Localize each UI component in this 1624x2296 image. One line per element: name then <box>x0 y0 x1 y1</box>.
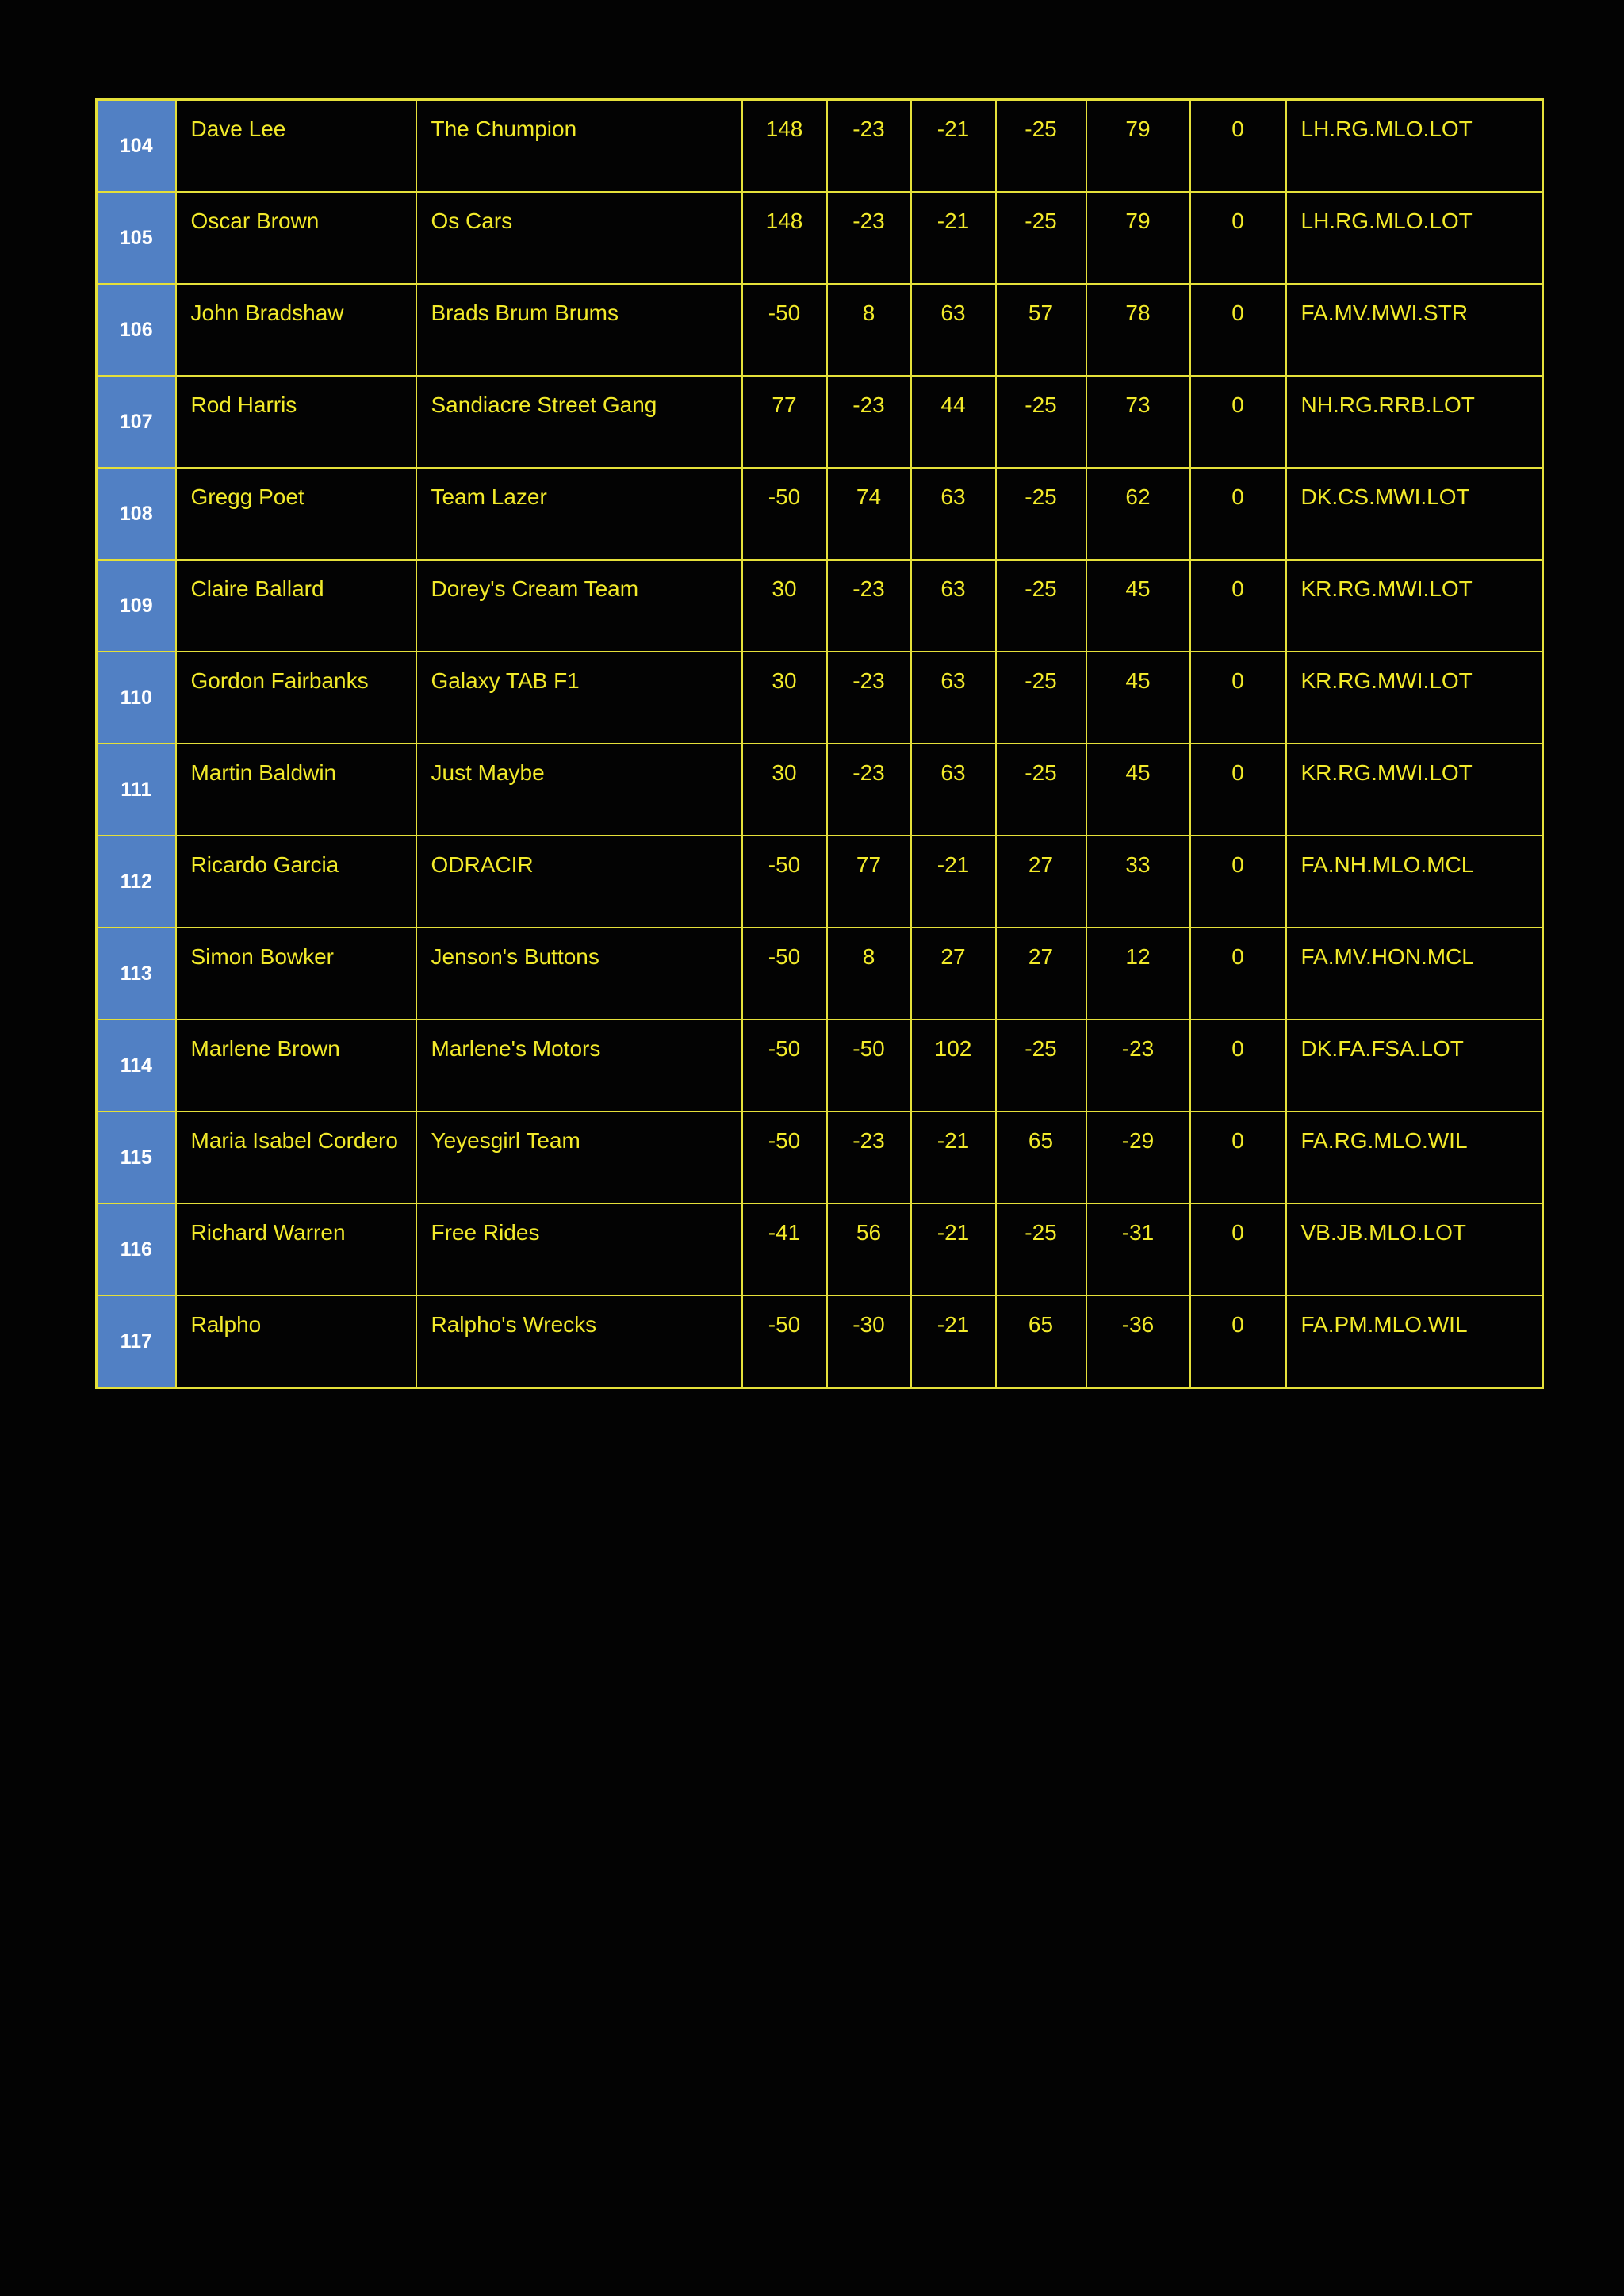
table-row <box>97 560 1543 652</box>
score-cell-3: -21 <box>911 1295 996 1388</box>
score-cell-3: -21 <box>911 1112 996 1203</box>
player-name-cell: Rod Harris <box>176 376 416 468</box>
score-cell-1: -50 <box>742 1112 827 1203</box>
player-name-cell: Gregg Poet <box>176 468 416 560</box>
score-cell-3: 102 <box>911 1020 996 1112</box>
score-cell-1: -41 <box>742 1203 827 1295</box>
player-name-cell: Maria Isabel Cordero <box>176 1112 416 1203</box>
extra-score-cell: 0 <box>1190 100 1286 193</box>
selection-code-cell: NH.RG.RRB.LOT <box>1286 376 1543 468</box>
score-cell-3: 63 <box>911 284 996 376</box>
score-cell-2: -23 <box>827 376 911 468</box>
score-cell-2: -23 <box>827 744 911 836</box>
score-cell-3: 63 <box>911 468 996 560</box>
table-row <box>97 1203 1543 1295</box>
position-cell: 115 <box>97 1112 176 1203</box>
selection-code-cell: FA.MV.MWI.STR <box>1286 284 1543 376</box>
score-cell-4: 57 <box>996 284 1086 376</box>
total-score-cell: 78 <box>1086 284 1190 376</box>
total-score-cell: 73 <box>1086 376 1190 468</box>
player-name-cell: Simon Bowker <box>176 928 416 1020</box>
table-row <box>97 1020 1543 1112</box>
player-name-cell: Richard Warren <box>176 1203 416 1295</box>
score-cell-4: 27 <box>996 836 1086 928</box>
selection-code-cell: FA.MV.HON.MCL <box>1286 928 1543 1020</box>
table-row <box>97 836 1543 928</box>
position-cell: 106 <box>97 284 176 376</box>
team-name-cell: Yeyesgirl Team <box>416 1112 742 1203</box>
table-row <box>97 376 1543 468</box>
team-name-cell: Just Maybe <box>416 744 742 836</box>
selection-code-cell: LH.RG.MLO.LOT <box>1286 192 1543 284</box>
score-cell-1: 30 <box>742 652 827 744</box>
extra-score-cell: 0 <box>1190 836 1286 928</box>
standings-table-body <box>97 100 1543 1388</box>
extra-score-cell: 0 <box>1190 928 1286 1020</box>
score-cell-2: -50 <box>827 1020 911 1112</box>
score-cell-2: -23 <box>827 652 911 744</box>
team-name-cell: Os Cars <box>416 192 742 284</box>
table-row <box>97 284 1543 376</box>
score-cell-4: 65 <box>996 1295 1086 1388</box>
position-cell: 109 <box>97 560 176 652</box>
position-cell: 110 <box>97 652 176 744</box>
extra-score-cell: 0 <box>1190 1020 1286 1112</box>
selection-code-cell: LH.RG.MLO.LOT <box>1286 100 1543 193</box>
player-name-cell: Marlene Brown <box>176 1020 416 1112</box>
player-name-cell: Dave Lee <box>176 100 416 193</box>
score-cell-1: 148 <box>742 100 827 193</box>
score-cell-4: -25 <box>996 560 1086 652</box>
score-cell-4: -25 <box>996 468 1086 560</box>
total-score-cell: 45 <box>1086 560 1190 652</box>
score-cell-1: 30 <box>742 560 827 652</box>
table-row <box>97 744 1543 836</box>
score-cell-4: -25 <box>996 744 1086 836</box>
total-score-cell: 33 <box>1086 836 1190 928</box>
score-cell-1: -50 <box>742 468 827 560</box>
score-cell-3: -21 <box>911 192 996 284</box>
score-cell-2: 74 <box>827 468 911 560</box>
team-name-cell: ODRACIR <box>416 836 742 928</box>
position-cell: 113 <box>97 928 176 1020</box>
position-cell: 107 <box>97 376 176 468</box>
standings-table <box>95 98 1544 1389</box>
team-name-cell: Brads Brum Brums <box>416 284 742 376</box>
score-cell-4: 65 <box>996 1112 1086 1203</box>
table-row <box>97 1112 1543 1203</box>
extra-score-cell: 0 <box>1190 284 1286 376</box>
score-cell-2: 56 <box>827 1203 911 1295</box>
total-score-cell: -23 <box>1086 1020 1190 1112</box>
team-name-cell: Team Lazer <box>416 468 742 560</box>
player-name-cell: John Bradshaw <box>176 284 416 376</box>
table-row <box>97 100 1543 193</box>
score-cell-1: -50 <box>742 284 827 376</box>
score-cell-3: 63 <box>911 560 996 652</box>
total-score-cell: -31 <box>1086 1203 1190 1295</box>
team-name-cell: Sandiacre Street Gang <box>416 376 742 468</box>
score-cell-3: 44 <box>911 376 996 468</box>
position-cell: 108 <box>97 468 176 560</box>
position-cell: 104 <box>97 100 176 193</box>
score-cell-4: -25 <box>996 1020 1086 1112</box>
score-cell-2: -23 <box>827 100 911 193</box>
extra-score-cell: 0 <box>1190 468 1286 560</box>
team-name-cell: Galaxy TAB F1 <box>416 652 742 744</box>
total-score-cell: 12 <box>1086 928 1190 1020</box>
selection-code-cell: KR.RG.MWI.LOT <box>1286 744 1543 836</box>
score-cell-1: -50 <box>742 928 827 1020</box>
total-score-cell: 45 <box>1086 652 1190 744</box>
selection-code-cell: FA.RG.MLO.WIL <box>1286 1112 1543 1203</box>
selection-code-cell: DK.CS.MWI.LOT <box>1286 468 1543 560</box>
selection-code-cell: FA.PM.MLO.WIL <box>1286 1295 1543 1388</box>
team-name-cell: Dorey's Cream Team <box>416 560 742 652</box>
score-cell-2: 77 <box>827 836 911 928</box>
position-cell: 117 <box>97 1295 176 1388</box>
score-cell-1: -50 <box>742 1295 827 1388</box>
score-cell-3: -21 <box>911 100 996 193</box>
table-row <box>97 652 1543 744</box>
score-cell-2: -30 <box>827 1295 911 1388</box>
player-name-cell: Ricardo Garcia <box>176 836 416 928</box>
extra-score-cell: 0 <box>1190 1112 1286 1203</box>
position-cell: 111 <box>97 744 176 836</box>
player-name-cell: Claire Ballard <box>176 560 416 652</box>
score-cell-4: -25 <box>996 652 1086 744</box>
extra-score-cell: 0 <box>1190 192 1286 284</box>
table-row <box>97 1295 1543 1388</box>
score-cell-1: -50 <box>742 1020 827 1112</box>
score-cell-3: -21 <box>911 1203 996 1295</box>
total-score-cell: 79 <box>1086 192 1190 284</box>
total-score-cell: 45 <box>1086 744 1190 836</box>
table-row <box>97 192 1543 284</box>
score-cell-1: -50 <box>742 836 827 928</box>
selection-code-cell: VB.JB.MLO.LOT <box>1286 1203 1543 1295</box>
score-cell-1: 148 <box>742 192 827 284</box>
score-cell-2: -23 <box>827 560 911 652</box>
selection-code-cell: DK.FA.FSA.LOT <box>1286 1020 1543 1112</box>
selection-code-cell: KR.RG.MWI.LOT <box>1286 652 1543 744</box>
position-cell: 114 <box>97 1020 176 1112</box>
score-cell-3: 63 <box>911 652 996 744</box>
score-cell-4: -25 <box>996 192 1086 284</box>
table-row <box>97 468 1543 560</box>
score-cell-3: -21 <box>911 836 996 928</box>
team-name-cell: Ralpho's Wrecks <box>416 1295 742 1388</box>
score-cell-2: 8 <box>827 928 911 1020</box>
table-row <box>97 928 1543 1020</box>
extra-score-cell: 0 <box>1190 376 1286 468</box>
extra-score-cell: 0 <box>1190 744 1286 836</box>
total-score-cell: 79 <box>1086 100 1190 193</box>
total-score-cell: -36 <box>1086 1295 1190 1388</box>
score-cell-3: 27 <box>911 928 996 1020</box>
player-name-cell: Gordon Fairbanks <box>176 652 416 744</box>
team-name-cell: The Chumpion <box>416 100 742 193</box>
extra-score-cell: 0 <box>1190 1295 1286 1388</box>
total-score-cell: -29 <box>1086 1112 1190 1203</box>
player-name-cell: Martin Baldwin <box>176 744 416 836</box>
score-cell-4: -25 <box>996 100 1086 193</box>
position-cell: 112 <box>97 836 176 928</box>
score-cell-3: 63 <box>911 744 996 836</box>
extra-score-cell: 0 <box>1190 652 1286 744</box>
team-name-cell: Jenson's Buttons <box>416 928 742 1020</box>
team-name-cell: Free Rides <box>416 1203 742 1295</box>
position-cell: 116 <box>97 1203 176 1295</box>
player-name-cell: Ralpho <box>176 1295 416 1388</box>
score-cell-2: 8 <box>827 284 911 376</box>
team-name-cell: Marlene's Motors <box>416 1020 742 1112</box>
total-score-cell: 62 <box>1086 468 1190 560</box>
position-cell: 105 <box>97 192 176 284</box>
extra-score-cell: 0 <box>1190 1203 1286 1295</box>
player-name-cell: Oscar Brown <box>176 192 416 284</box>
selection-code-cell: FA.NH.MLO.MCL <box>1286 836 1543 928</box>
score-cell-1: 30 <box>742 744 827 836</box>
score-cell-4: -25 <box>996 376 1086 468</box>
score-cell-4: -25 <box>996 1203 1086 1295</box>
score-cell-2: -23 <box>827 192 911 284</box>
extra-score-cell: 0 <box>1190 560 1286 652</box>
score-cell-4: 27 <box>996 928 1086 1020</box>
score-cell-1: 77 <box>742 376 827 468</box>
selection-code-cell: KR.RG.MWI.LOT <box>1286 560 1543 652</box>
score-cell-2: -23 <box>827 1112 911 1203</box>
